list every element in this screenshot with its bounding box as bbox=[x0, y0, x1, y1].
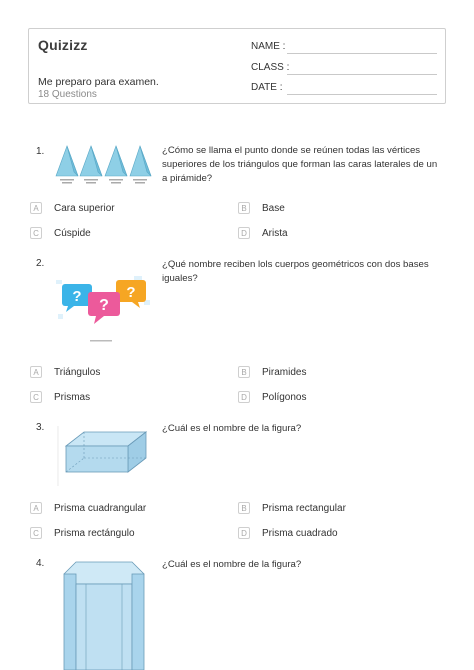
question-text: ¿Cuál es el nombre de la figura? bbox=[162, 423, 302, 434]
option-text: Triángulos bbox=[54, 366, 101, 378]
option-b[interactable] bbox=[238, 366, 306, 378]
class-line[interactable] bbox=[287, 74, 437, 75]
option-text: Base bbox=[262, 202, 285, 214]
option-letter: A bbox=[30, 366, 42, 378]
option-text: Prisma cuadrangular bbox=[54, 502, 147, 514]
option-b[interactable] bbox=[238, 202, 285, 214]
hexagonal-prism-image bbox=[54, 556, 154, 670]
svg-text:?: ? bbox=[126, 284, 136, 301]
worksheet-title: Me preparo para examen. bbox=[38, 76, 159, 88]
option-letter: C bbox=[30, 227, 42, 239]
option-text: Piramides bbox=[262, 366, 307, 378]
date-line[interactable] bbox=[287, 94, 437, 95]
option-text: Prismas bbox=[54, 391, 91, 403]
option-a[interactable] bbox=[30, 202, 115, 214]
name-line[interactable] bbox=[287, 53, 437, 54]
option-letter: B bbox=[238, 502, 250, 514]
option-d[interactable] bbox=[238, 527, 338, 539]
question-text: ¿Cómo se llama el punto donde se reúnen todas las vértices superiores de los triángulos que forman las caras laterales de un a pirámide? bbox=[162, 145, 438, 184]
option-c[interactable] bbox=[30, 527, 135, 539]
option-b[interactable] bbox=[238, 502, 346, 514]
worksheet-header bbox=[28, 28, 446, 104]
option-text: Prisma cuadrado bbox=[262, 527, 338, 539]
option-text: Prisma rectangular bbox=[262, 502, 346, 514]
class-label: CLASS : bbox=[251, 62, 290, 73]
option-d[interactable] bbox=[238, 227, 288, 239]
option-letter: C bbox=[30, 391, 42, 403]
option-text: Cara superior bbox=[54, 202, 115, 214]
option-d[interactable] bbox=[238, 391, 306, 403]
question-number: 3. bbox=[36, 422, 45, 433]
option-letter: D bbox=[238, 527, 250, 539]
question-number: 4. bbox=[36, 558, 45, 569]
name-label: NAME : bbox=[251, 41, 286, 52]
svg-text:?: ? bbox=[99, 297, 109, 314]
quizizz-logo: Quizizz bbox=[38, 37, 88, 53]
question-text: ¿Qué nombre reciben lols cuerpos geométricos con dos bases iguales? bbox=[162, 259, 429, 284]
question-count: 18 Questions bbox=[38, 89, 97, 100]
option-a[interactable] bbox=[30, 366, 100, 378]
date-label: DATE : bbox=[251, 82, 283, 93]
question-bubbles-image bbox=[54, 270, 154, 346]
option-a[interactable] bbox=[30, 502, 146, 514]
option-c[interactable] bbox=[30, 227, 91, 239]
rectangular-prism-image bbox=[54, 424, 154, 488]
option-c[interactable] bbox=[30, 391, 90, 403]
option-text: Arista bbox=[262, 227, 288, 239]
option-letter: A bbox=[30, 202, 42, 214]
option-letter: D bbox=[238, 391, 250, 403]
option-letter: B bbox=[238, 366, 250, 378]
option-text: Cúspide bbox=[54, 227, 91, 239]
question-number: 1. bbox=[36, 146, 45, 157]
option-letter: B bbox=[238, 202, 250, 214]
svg-text:?: ? bbox=[72, 288, 82, 305]
option-letter: C bbox=[30, 527, 42, 539]
question-number: 2. bbox=[36, 258, 45, 269]
option-letter: A bbox=[30, 502, 42, 514]
option-text: Prisma rectángulo bbox=[54, 527, 135, 539]
option-letter: D bbox=[238, 227, 250, 239]
option-text: Polígonos bbox=[262, 391, 307, 403]
question-text: ¿Cuál es el nombre de la figura? bbox=[162, 559, 302, 570]
pyramids-image bbox=[54, 142, 154, 188]
